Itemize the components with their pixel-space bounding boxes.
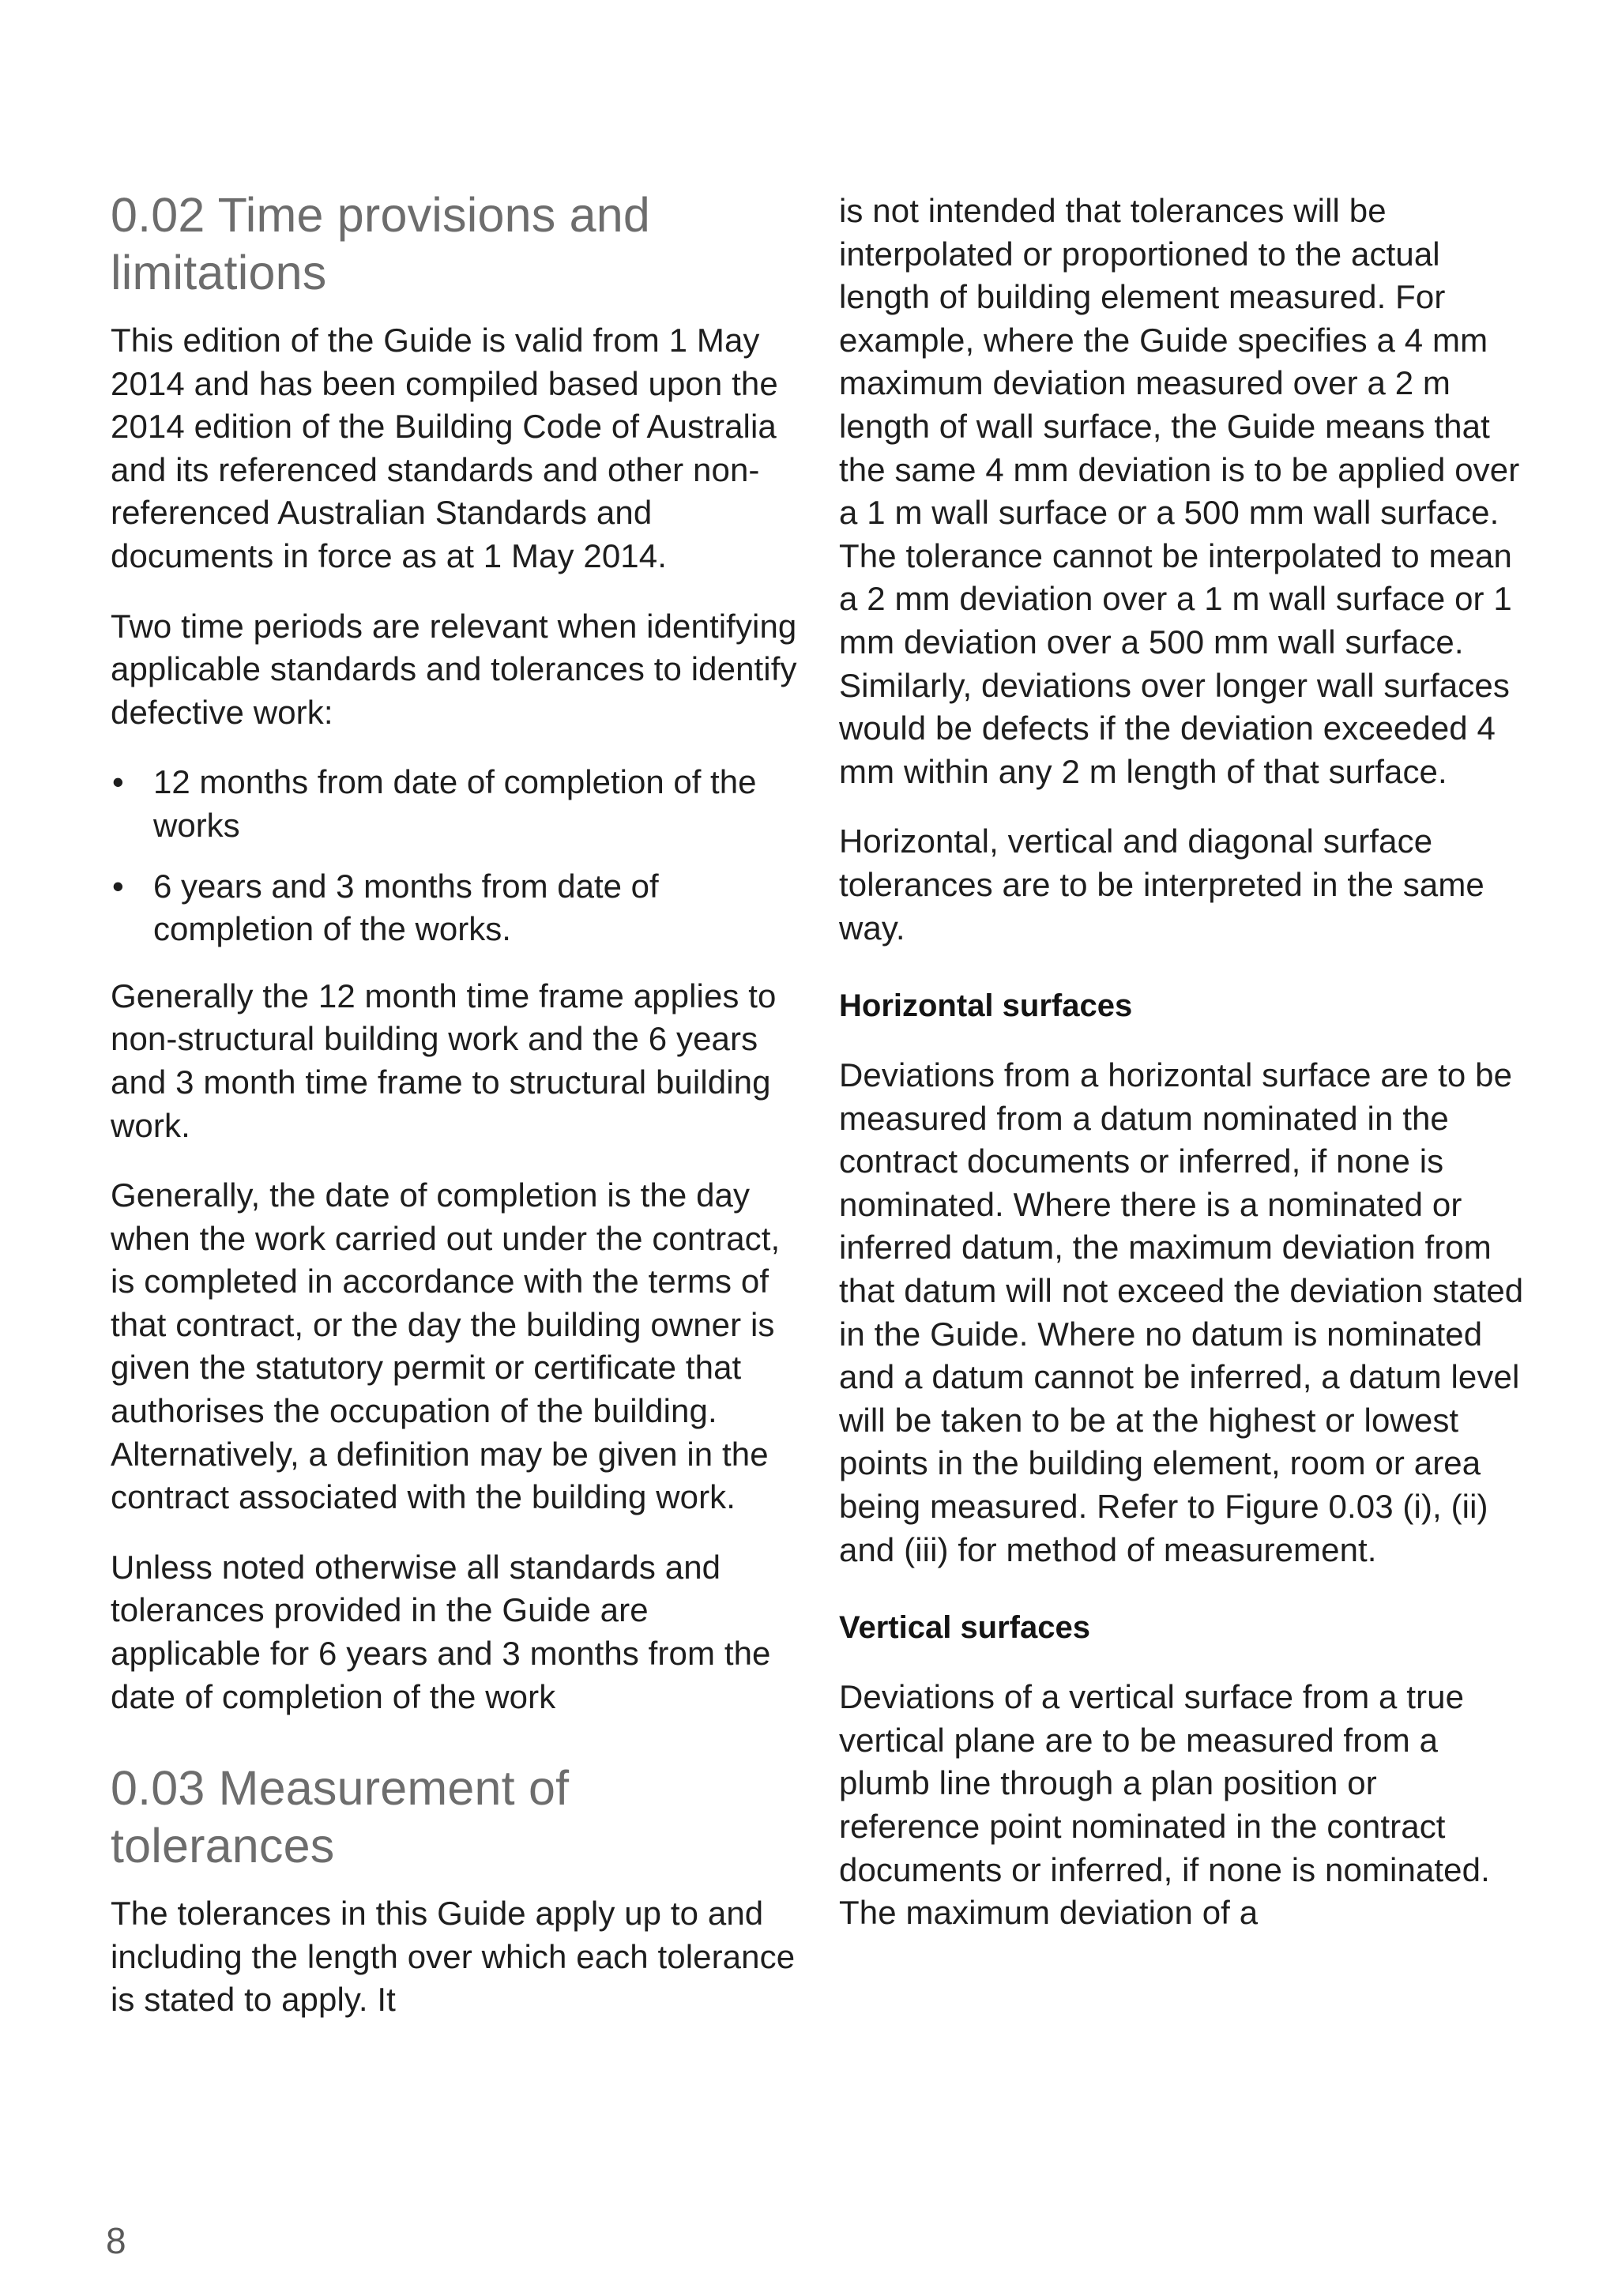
bullet-marker: • [112, 763, 124, 801]
list-item-text: 12 months from date of completion of the works [153, 763, 757, 844]
list-item [111, 761, 800, 847]
time-periods-list [111, 761, 800, 950]
paragraph-time-frame: Generally the 12 month time frame applies to non-structural building work and the 6 years and 3 month time frame to structural building work. [111, 977, 777, 1144]
paragraph-surface-tolerances: Horizontal, vertical and diagonal surface tolerances are to be interpreted in the same way. [839, 822, 1484, 947]
paragraph-date-of-completion: Generally, the date of completion is the day when the work carried out under the contract, is completed in accordance with the terms of that contract, or the day the building owner is given the statutory permit or certificate that authorises the occupation of the building. Alternatively, a definition may be given in the contract associated with the building work. [111, 1176, 781, 1516]
subheading-horizontal-surfaces: Horizontal surfaces [839, 988, 1133, 1024]
paragraph-interpolation: is not intended that tolerances will be interpolated or proportioned to the actual length of building element measured. For example, where the Guide specifies a 4 mm maximum deviation measured over a 2 m length of wall surface, the Guide means that the same 4 mm deviation is to be applied over a 1 m wall surface or a 500 mm wall surface. The tolerance cannot be interpolated to mean a 2 mm deviation over a 1 m wall surface or 1 mm deviation over a 500 mm wall surface. Similarly, deviations over longer wall surfaces would be defects if the deviation exceeded 4 mm within any 2 m length of that surface. [839, 192, 1520, 790]
page-number: 8 [106, 2220, 126, 2261]
left-column [111, 186, 800, 2049]
paragraph-tolerances-apply: The tolerances in this Guide apply up to and including the length over which each tolerance is stated to apply. It [111, 1895, 796, 2019]
paragraph-time-periods: Two time periods are relevant when identifying applicable standards and tolerances to identify defective work: [111, 607, 797, 731]
list-item [111, 865, 800, 951]
paragraph-edition-validity: This edition of the Guide is valid from 1 May 2014 and has been compiled based upon the 2014 edition of the Building Code of Australia and its referenced standards and other non-referenced Australian Standards and documents in force as at 1 May 2014. [111, 322, 778, 574]
paragraph-horizontal-surfaces: Deviations from a horizontal surface are to be measured from a datum nominated in the contract documents or inferred, if none is nominated. Where there is a nominated or inferred datum, the maximum deviation from that datum will not exceed the deviation stated in the Guide. Where no datum is nominated and a datum cannot be inferred, a datum level will be taken to be at the highest or lowest points in the building element, room or area being measured. Refer to Figure 0.03 (i), (ii) and (iii) for method of measurement. [839, 1056, 1524, 1568]
right-column [839, 190, 1526, 1962]
list-item-text: 6 years and 3 months from date of completion of the works. [153, 867, 659, 948]
section-heading-measurement: 0.03 Measurement of tolerances [111, 1761, 570, 1873]
bullet-marker: • [112, 867, 124, 905]
paragraph-vertical-surfaces: Deviations of a vertical surface from a true vertical plane are to be measured from a plumb line through a plan position or reference point nominated in the contract documents or inferred, if none is nominated. The maximum deviation of a [839, 1678, 1490, 1932]
paragraph-unless-noted: Unless noted otherwise all standards and tolerances provided in the Guide are applicable for 6 years and 3 months from the date of completion of the work [111, 1548, 771, 1715]
subheading-vertical-surfaces: Vertical surfaces [839, 1610, 1090, 1646]
section-heading-time-provisions: 0.02 Time provisions and limitations [111, 188, 650, 299]
